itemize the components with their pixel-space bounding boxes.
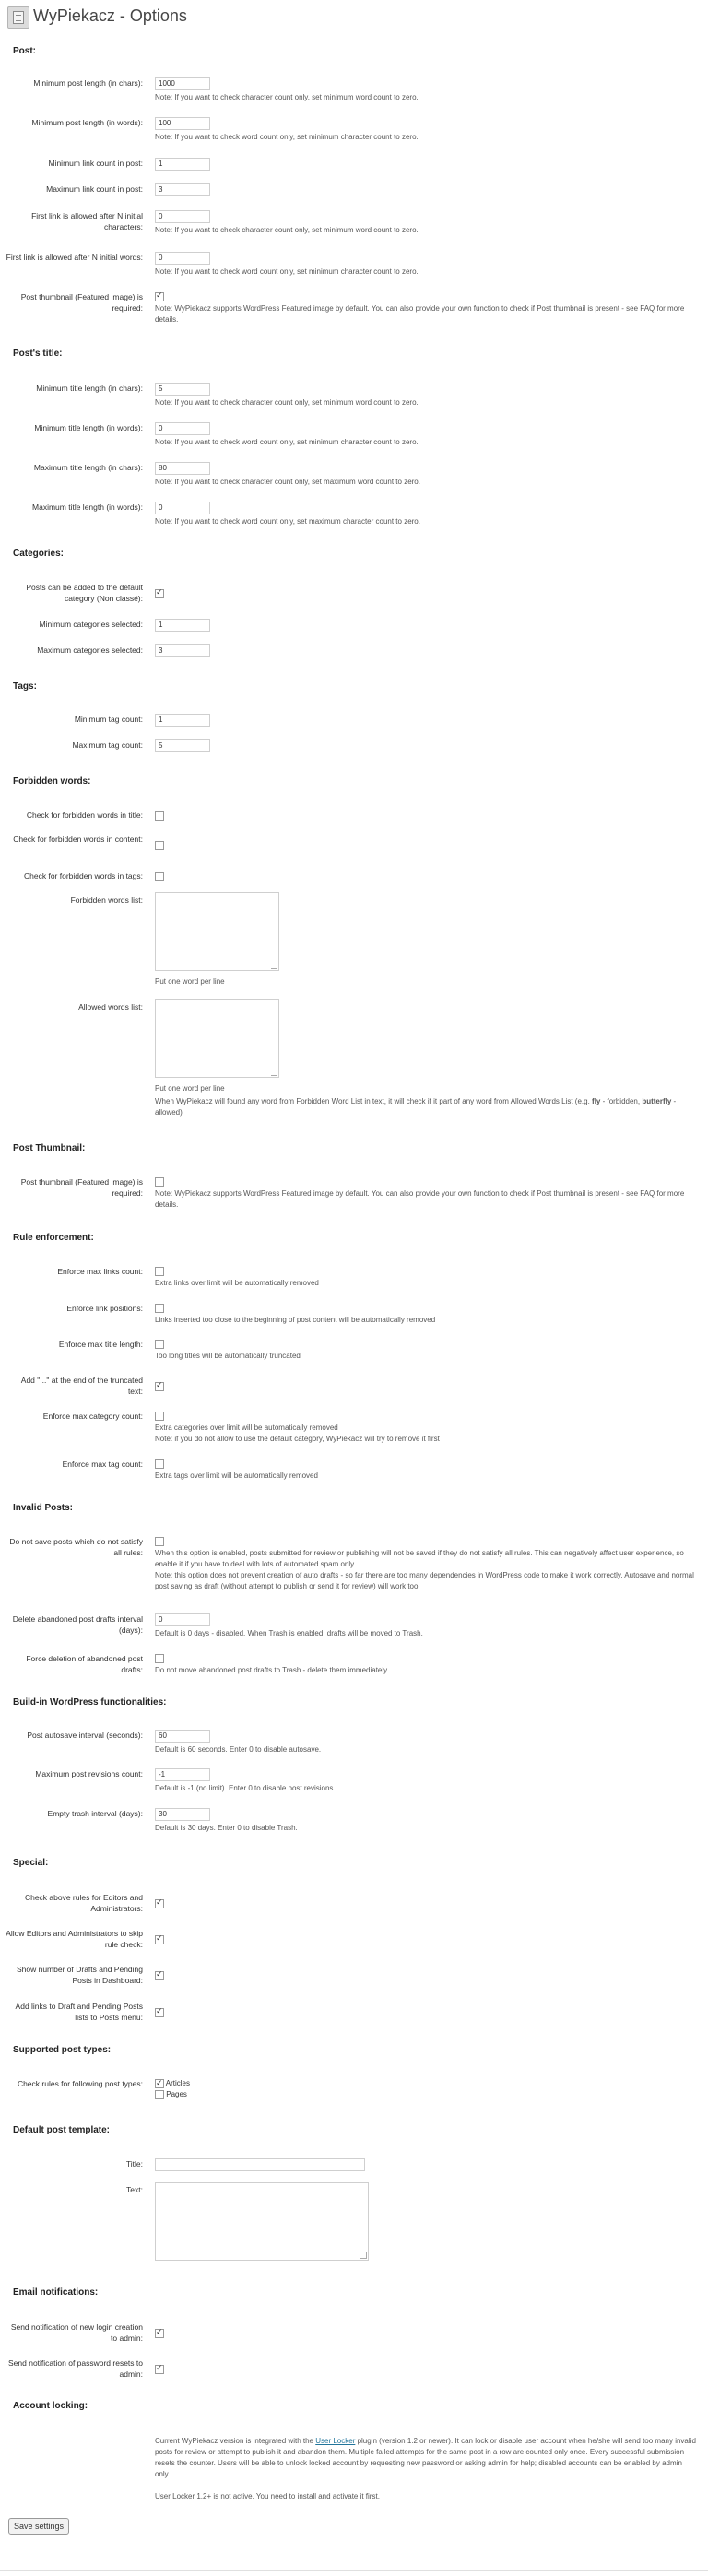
label-max-links: Maximum link count in post: [46,184,143,194]
label-allowed-list: Allowed words list: [78,1002,143,1011]
section-title-post: Post: [13,46,36,56]
allowed-words-textarea[interactable] [155,999,279,1078]
forbidden-tags-checkbox[interactable] [155,872,164,881]
field-enforce-max-tag [155,1459,699,1482]
label-notify-pw-reset: Send notification of password resets to admin: [8,2358,143,2379]
label-forbidden-title: Check for forbidden words in title: [26,810,143,820]
section-title-special: Special: [13,1858,49,1868]
field-enforce-link-pos [155,1303,699,1326]
label-forbidden-content: Check for forbidden words in content: [13,834,143,844]
enforce-max-tag-checkbox[interactable] [155,1459,164,1469]
field-min-post-chars [155,77,699,103]
field-autosave [155,1730,699,1755]
note-text: - allowed) [155,1097,677,1117]
field-max-tags [155,739,699,752]
field-enforce-max-links [155,1266,699,1289]
forbidden-title-checkbox[interactable] [155,811,164,821]
field-min-title-chars [155,383,699,408]
field-min-post-words [155,117,699,143]
field-revisions [155,1768,699,1794]
note: Default is 0 days - disabled. When Trash is enabled, drafts will be moved to Trash. [155,1629,423,1637]
label-min-post-chars: Minimum post length (in chars): [33,78,143,88]
enforce-link-pos-checkbox[interactable] [155,1304,164,1313]
resize-grip-icon[interactable] [360,2252,367,2259]
trash-input[interactable] [155,1808,210,1821]
label-first-link-words: First link is allowed after N initial words: [6,253,143,262]
min-post-chars-input[interactable] [155,77,210,90]
field-template-title [155,2158,699,2171]
locking-status: User Locker 1.2+ is not active. You need to install and activate it first. [155,2492,380,2500]
first-link-words-input[interactable] [155,252,210,265]
field-thumbnail-required [155,1176,699,1211]
field-forbidden-tags [155,871,699,881]
note: Extra tags over limit will be automatically removed [155,1471,318,1480]
label-enforce-max-tag: Enforce max tag count: [62,1459,143,1469]
page-header [0,0,708,33]
note: Default is -1 (no limit). Enter 0 to disable post revisions. [155,1784,336,1792]
max-categories-input[interactable] [155,644,210,657]
field-menu-links [155,2007,699,2017]
save-settings-button[interactable]: Save settings [8,2518,69,2535]
field-min-tags [155,714,699,727]
label-enforce-max-cat: Enforce max category count: [42,1412,143,1421]
label-template-title: Title: [125,2159,143,2168]
label-no-save: Do not save posts which do not satisfy all rules: [9,1537,143,1557]
user-locker-link[interactable]: User Locker [315,2437,356,2445]
section-title-rules: Rule enforcement: [13,1233,94,1243]
note: Note: If you want to check word count only, set minimum character count to zero. [155,438,419,446]
check-editors-checkbox[interactable] [155,1899,164,1908]
field-no-save [155,1536,699,1592]
note: Put one word per line [155,977,225,986]
label-enforce-max-links: Enforce max links count: [57,1267,143,1276]
field-max-categories [155,644,699,657]
field-post-types [155,2078,699,2100]
post-thumbnail-checkbox[interactable] [155,292,164,301]
field-min-title-words [155,422,699,448]
field-force-delete [155,1653,699,1676]
post-type-label: Pages [166,2090,187,2098]
note-bold: butterfly [642,1097,672,1105]
field-skip-check [155,1934,699,1944]
section-title-builtin: Build-in WordPress functionalities: [13,1697,167,1707]
note-text: - forbidden, [600,1097,643,1105]
label-delete-drafts: Delete abandoned post drafts interval (days): [12,1614,143,1635]
max-links-input[interactable] [155,183,210,196]
note: Note: If you want to check word count only, set minimum character count to zero. [155,267,419,276]
field-dashboard-counts [155,1970,699,1980]
label-skip-check: Allow Editors and Administrators to skip rule check: [6,1929,143,1949]
label-notify-new-login: Send notification of new login creation to admin: [10,2322,143,2343]
label-max-tags: Maximum tag count: [72,740,143,750]
note: Note: If you want to check word count only, set maximum character count to zero. [155,517,420,526]
section-title-tags: Tags: [13,681,37,691]
label-trash: Empty trash interval (days): [47,1809,143,1818]
label-revisions: Maximum post revisions count: [35,1769,143,1778]
note: When this option is enabled, posts submitted for review or publishing will not be saved if they do not satisfy all rules. This can negatively affect user experience, so enable it if you have to deal with lots of automated spam only. [155,1548,684,1568]
section-title-forbidden: Forbidden words: [13,776,91,786]
label-force-delete: Force deletion of abandoned post drafts: [26,1654,143,1674]
forbidden-content-checkbox[interactable] [155,841,164,850]
note: Note: If you want to check character count only, set maximum word count to zero. [155,478,420,486]
resize-grip-icon[interactable] [271,963,277,969]
label-forbidden-tags: Check for forbidden words in tags: [24,871,143,880]
note: Note: If you want to check character count only, set minimum word count to zero. [155,398,419,407]
label-menu-links: Add links to Draft and Pending Posts lists to Posts menu: [15,2002,143,2022]
label-default-category: Posts can be added to the default category (Non classé): [26,583,143,603]
field-forbidden-list [155,892,699,987]
label-post-thumbnail: Post thumbnail (Featured image) is required: [20,292,143,313]
section-title-template: Default post template: [13,2125,111,2135]
field-first-link-words [155,252,699,278]
field-enforce-max-cat [155,1411,699,1445]
note: Note: If you want to check word count only, set minimum character count to zero. [155,133,419,141]
field-forbidden-content [155,840,699,850]
label-first-link-chars: First link is allowed after N initial characters: [31,211,143,231]
field-allowed-list [155,999,699,1118]
template-text-textarea[interactable] [155,2182,369,2261]
min-categories-input[interactable] [155,619,210,632]
first-link-chars-input[interactable] [155,210,210,223]
note: Note: if you do not allow to use the default category, WyPiekacz will try to remove it first [155,1434,440,1443]
section-title-thumbnail: Post Thumbnail: [13,1143,86,1153]
note: Note: this option does not prevent creation of auto drafts - so far there are too many dependencies in WordPress code to make it work correctly. Autosave and normal post saving as draft (without attempt to publish or send it for review) will work too. [155,1570,694,1590]
post-type-label: Articles [165,2079,191,2087]
enforce-max-links-checkbox[interactable] [155,1267,164,1276]
min-title-words-input[interactable] [155,422,210,435]
field-notify-new-login [155,2328,699,2338]
field-delete-drafts [155,1613,699,1639]
label-thumbnail-required: Post thumbnail (Featured image) is required: [20,1177,143,1198]
section-title-categories: Categories: [13,549,65,559]
note: Extra links over limit will be automatically removed [155,1278,319,1287]
forbidden-words-textarea[interactable] [155,892,279,971]
section-title-locking: Account locking: [13,2401,88,2411]
note: Extra categories over limit will be automatically removed [155,1423,338,1432]
label-min-title-words: Minimum title length (in words): [34,423,143,432]
label-enforce-max-title: Enforce max title length: [58,1340,143,1349]
dashboard-counts-checkbox[interactable] [155,1971,164,1980]
field-max-title-words [155,502,699,527]
revisions-input[interactable] [155,1768,210,1781]
notify-pw-reset-checkbox[interactable] [155,2365,164,2374]
thumbnail-required-checkbox[interactable] [155,1177,164,1187]
min-post-words-input[interactable] [155,117,210,130]
min-title-chars-input[interactable] [155,383,210,396]
min-tags-input[interactable] [155,714,210,727]
section-title-post-title: Post's title: [13,349,63,359]
field-max-links [155,183,699,196]
label-max-categories: Maximum categories selected: [37,645,143,655]
label-forbidden-list: Forbidden words list: [70,895,143,904]
menu-links-checkbox[interactable] [155,2008,164,2017]
label-min-links: Minimum link count in post: [48,159,143,168]
label-enforce-link-pos: Enforce link positions: [66,1304,143,1313]
note: Note: WyPiekacz supports WordPress Featured image by default. You can also provide your own function to check if Post thumbnail is present - see FAQ for more details. [155,303,685,324]
resize-grip-icon[interactable] [271,1069,277,1076]
autosave-input[interactable] [155,1730,210,1743]
field-default-category [155,588,699,598]
label-post-types: Check rules for following post types: [17,2079,143,2088]
note: Default is 30 days. Enter 0 to disable Trash. [155,1824,298,1832]
default-category-checkbox[interactable] [155,589,164,598]
field-max-title-chars [155,462,699,488]
enforce-max-title-checkbox[interactable] [155,1340,164,1349]
section-title-post-types: Supported post types: [13,2045,112,2055]
field-add-ellipsis [155,1381,699,1391]
field-post-thumbnail [155,291,699,325]
label-min-tags: Minimum tag count: [74,715,143,724]
template-title-input[interactable] [155,2158,365,2171]
add-ellipsis-checkbox[interactable] [155,1382,164,1391]
post-type-articles-checkbox[interactable] [155,2079,164,2088]
force-delete-checkbox[interactable] [155,1654,164,1663]
enforce-max-cat-checkbox[interactable] [155,1412,164,1421]
no-save-checkbox[interactable] [155,1537,164,1546]
section-title-email: Email notifications: [13,2287,99,2298]
plugin-logo-icon [7,6,30,29]
note: Note: WyPiekacz supports WordPress Featured image by default. You can also provide your own function to check if Post thumbnail is present - see FAQ for more details. [155,1188,685,1209]
note: Too long titles will be automatically truncated [155,1351,301,1360]
field-check-editors [155,1898,699,1908]
label-add-ellipsis: Add "..." at the end of the truncated text: [20,1376,143,1396]
field-template-text [155,2182,699,2261]
post-type-option-pages[interactable] [155,2089,699,2100]
note-text: When WyPiekacz will found any word from Forbidden Word List in text, it will check if it part of any word from Allowed Words List (e.g. [155,1097,593,1105]
note: Put one word per line [155,1084,225,1093]
label-check-editors: Check above rules for Editors and Administrators: [24,1893,143,1913]
max-tags-input[interactable] [155,739,210,752]
min-links-input[interactable] [155,158,210,171]
max-title-words-input[interactable] [155,502,210,514]
locking-text: Current WyPiekacz version is integrated with the [155,2437,316,2445]
post-type-pages-checkbox[interactable] [155,2090,164,2099]
note: Do not move abandoned post drafts to Trash - delete them immediately. [155,1665,389,1674]
note: Default is 60 seconds. Enter 0 to disable autosave. [155,1745,322,1754]
notify-new-login-checkbox[interactable] [155,2329,164,2338]
delete-drafts-input[interactable] [155,1613,210,1626]
footer-divider [0,2570,708,2571]
allowed-note [155,1096,699,1118]
section-title-invalid: Invalid Posts: [13,1503,74,1513]
label-min-title-chars: Minimum title length (in chars): [36,384,143,393]
label-min-categories: Minimum categories selected: [39,620,143,629]
field-min-links [155,158,699,171]
field-enforce-max-title [155,1339,699,1362]
label-max-title-chars: Maximum title length (in chars): [33,463,143,472]
max-title-chars-input[interactable] [155,462,210,475]
label-min-post-words: Minimum post length (in words): [31,118,143,127]
field-notify-pw-reset [155,2364,699,2374]
field-forbidden-title [155,810,699,821]
label-max-title-words: Maximum title length (in words): [32,502,143,512]
note: Note: If you want to check character count only, set minimum word count to zero. [155,226,419,234]
note: Links inserted too close to the beginning of post content will be automatically removed [155,1315,436,1324]
note-bold: fly [592,1097,601,1105]
note: Note: If you want to check character count only, set minimum word count to zero. [155,93,419,101]
label-dashboard-counts: Show number of Drafts and Pending Posts in Dashboard: [16,1965,143,1985]
field-trash [155,1808,699,1834]
locking-text: plugin (version 1.2 or newer). It can lock or disable user account when he/she will send too many invalid posts for review or attempt to publish it and abandon them. Multiple failed attempts for the same post in a row are counted only once. Every successful submission resets the counter. Users will be able to unlock locked account by requesting new password or asking admin for help; disabled accounts can be enabled by admin only. [155,2437,696,2478]
post-type-option-articles[interactable] [155,2078,699,2089]
locking-description [155,2436,699,2480]
field-locking [155,2434,699,2502]
page-title: WyPiekacz - Options [33,6,187,25]
field-first-link-chars [155,210,699,236]
skip-check-checkbox[interactable] [155,1935,164,1944]
label-autosave: Post autosave interval (seconds): [27,1731,143,1740]
label-template-text: Text: [126,2185,143,2194]
field-min-categories [155,619,699,632]
